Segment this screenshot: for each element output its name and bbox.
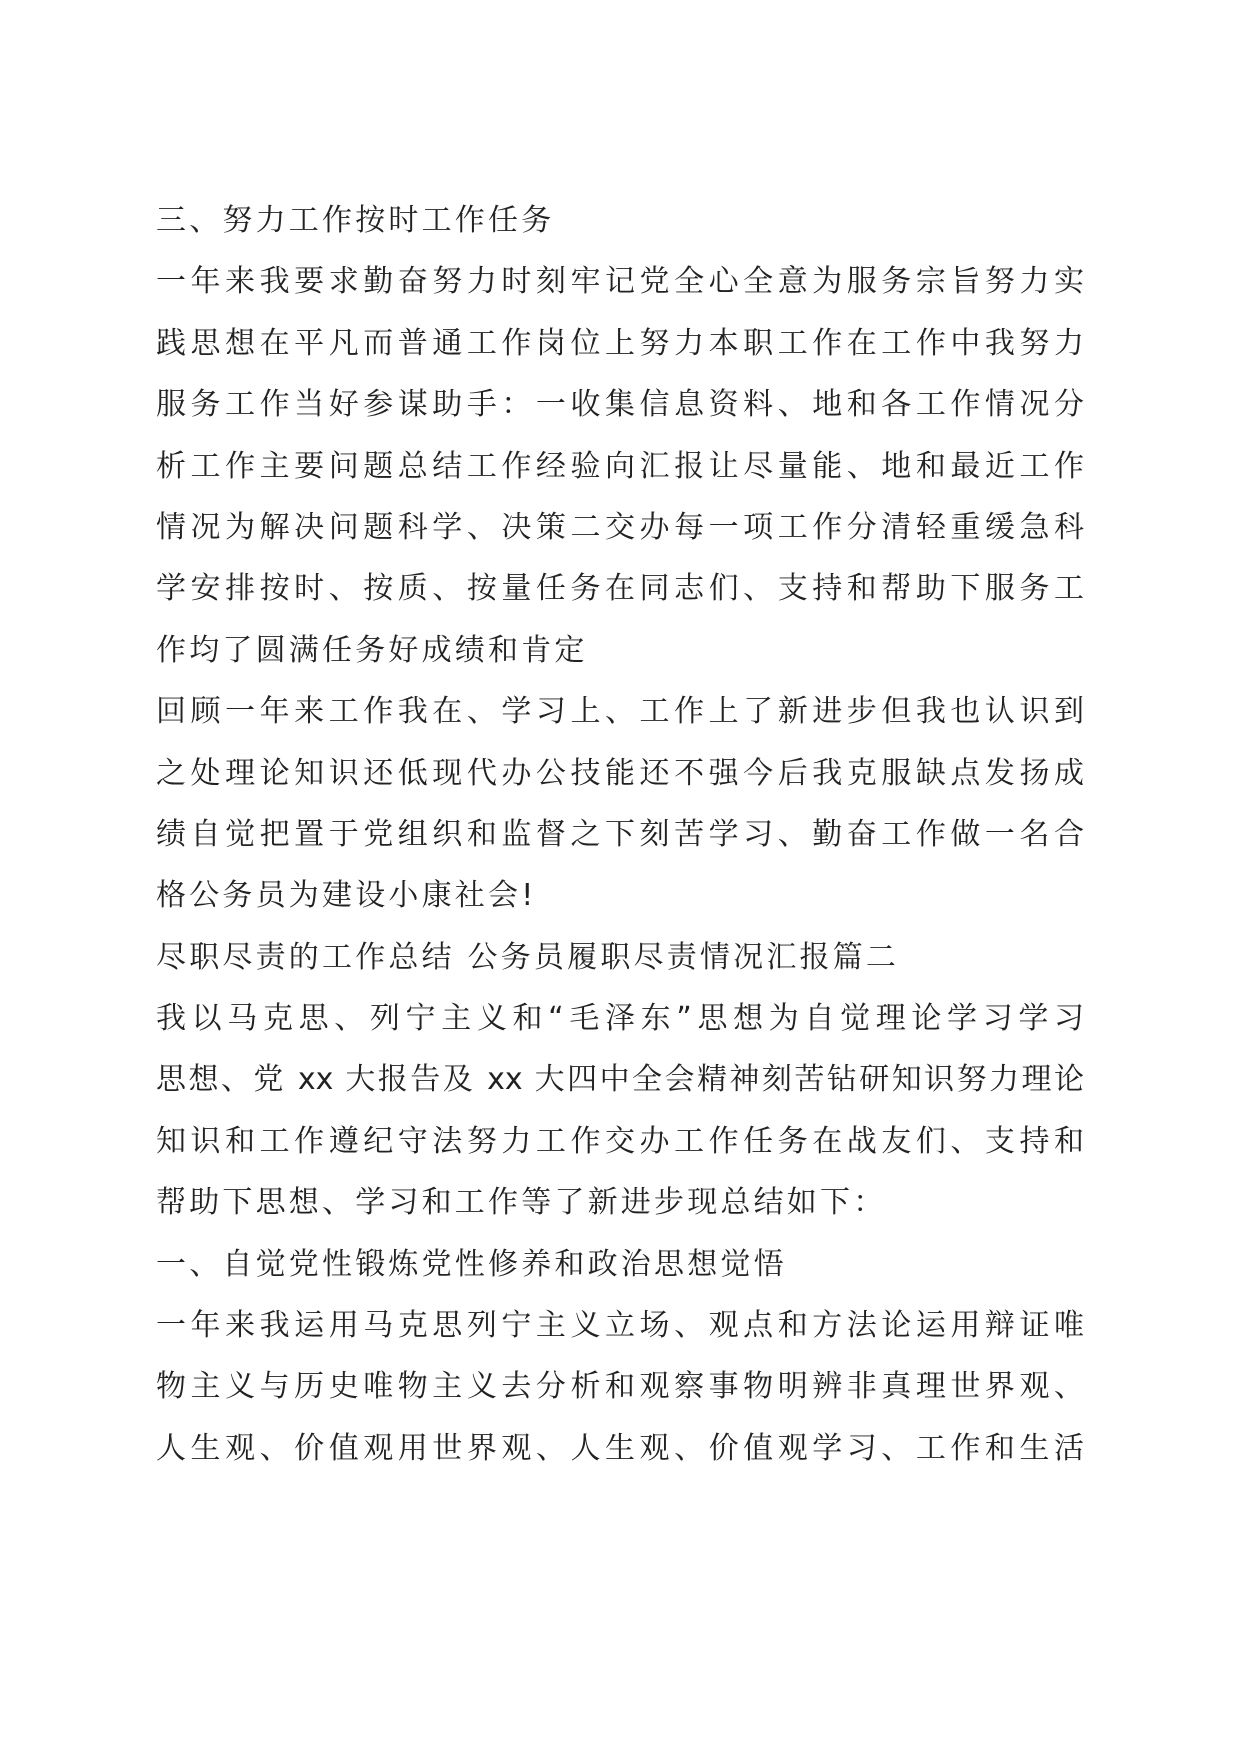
text-line: 帮助下思想、学习和工作等了新进步现总结如下： [156, 1185, 887, 1221]
text-line: 三、努力工作按时工作任务 [156, 203, 555, 238]
text-line: 作均了圆满任务好成绩和肯定 [156, 632, 588, 668]
text-line: 学安排按时、按质、按量任务在同志们、支持和帮助下服务工 [156, 571, 1084, 607]
paragraph-worldview [156, 1295, 1084, 1479]
text-line: 知识和工作遵纪守法努力工作交办工作任务在战友们、支持和 [156, 1123, 1084, 1159]
paragraph-work-tasks [156, 251, 1084, 681]
heading-part-two [156, 927, 1084, 988]
text-line: 思想、党 xx 大报告及 xx 大四中全会精神刻苦钻研知识努力理论 [156, 1062, 1084, 1098]
text-line: 绩自觉把置于党组织和监督之下刻苦学习、勤奋工作做一名合 [156, 816, 1084, 852]
heading-section-one [156, 1234, 1084, 1295]
text-line: 一、自觉党性锻炼党性修养和政治思想觉悟 [156, 1246, 787, 1282]
text-line: 人生观、价值观用世界观、人生观、价值观学习、工作和生活 [156, 1430, 1084, 1466]
text-line: 一年来我运用马克思列宁主义立场、观点和方法论运用辩证唯 [156, 1308, 1084, 1344]
heading-section-three [156, 190, 1084, 251]
text-line: 格公务员为建设小康社会! [156, 878, 537, 914]
text-line: 回顾一年来工作我在、学习上、工作上了新进步但我也认识到 [156, 694, 1084, 730]
text-line: 尽职尽责的工作总结 公务员履职尽责情况汇报篇二 [156, 939, 900, 975]
text-line: 析工作主要问题总结工作经验向汇报让尽量能、地和最近工作 [156, 448, 1084, 484]
text-line: 践思想在平凡而普通工作岗位上努力本职工作在工作中我努力 [156, 325, 1084, 361]
text-line: 一年来我要求勤奋努力时刻牢记党全心全意为服务宗旨努力实 [156, 264, 1084, 300]
paragraph-review [156, 681, 1084, 927]
document-body [156, 190, 1084, 1479]
text-line: 服务工作当好参谋助手：一收集信息资料、地和各工作情况分 [156, 387, 1084, 423]
text-line: 之处理论知识还低现代办公技能还不强今后我克服缺点发扬成 [156, 755, 1084, 791]
paragraph-theory-study [156, 988, 1084, 1234]
text-line: 情况为解决问题科学、决策二交办每一项工作分清轻重缓急科 [156, 509, 1084, 545]
text-line: 物主义与历史唯物主义去分析和观察事物明辨非真理世界观、 [156, 1369, 1084, 1405]
text-line: 我以马克思、列宁主义和“毛泽东”思想为自觉理论学习学习 [156, 1001, 1084, 1037]
